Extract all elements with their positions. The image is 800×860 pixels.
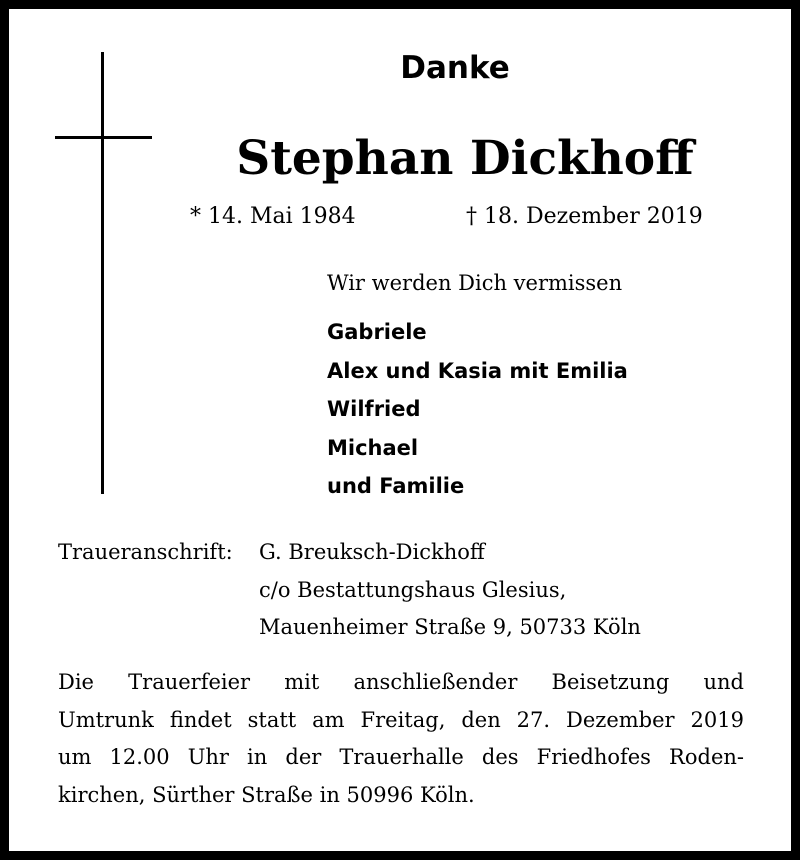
ceremony-line: kirchen, Sürther Straße in 50996 Köln. <box>58 782 475 807</box>
deceased-name: Stephan Dickhoff <box>236 131 694 186</box>
birth-date: * 14. Mai 1984 <box>190 204 356 229</box>
family-member: Alex und Kasia mit Emilia <box>327 358 628 383</box>
ceremony-text <box>58 664 744 814</box>
cross-horizontal-bar <box>55 136 152 139</box>
family-member: Wilfried <box>327 397 421 421</box>
cross-icon <box>55 52 152 494</box>
address-line: G. Breuksch-Dickhoff <box>259 540 485 564</box>
address-line: c/o Bestattungshaus Glesius, <box>259 577 567 602</box>
family-member: Gabriele <box>327 320 427 344</box>
intro-text: Wir werden Dich vermissen <box>327 271 623 295</box>
cross-vertical-bar <box>101 52 104 494</box>
family-list <box>327 313 628 506</box>
address-block <box>259 534 641 647</box>
family-member: Michael <box>327 435 419 460</box>
address-line: Mauenheimer Straße 9, 50733 Köln <box>259 615 641 639</box>
family-member: und Familie <box>327 474 465 498</box>
address-label: Traueranschrift: <box>58 540 233 564</box>
death-date: † 18. Dezember 2019 <box>466 204 703 229</box>
heading-thanks: Danke <box>400 50 510 86</box>
ceremony-line: Umtrunk findet statt am Freitag, den 27. Dezember 2019 <box>58 707 744 732</box>
ceremony-line: Die Trauerfeier mit anschließender Beisetzung und <box>58 670 744 694</box>
ceremony-line: um 12.00 Uhr in der Trauerhalle des Friedhofes Roden- <box>58 745 744 769</box>
